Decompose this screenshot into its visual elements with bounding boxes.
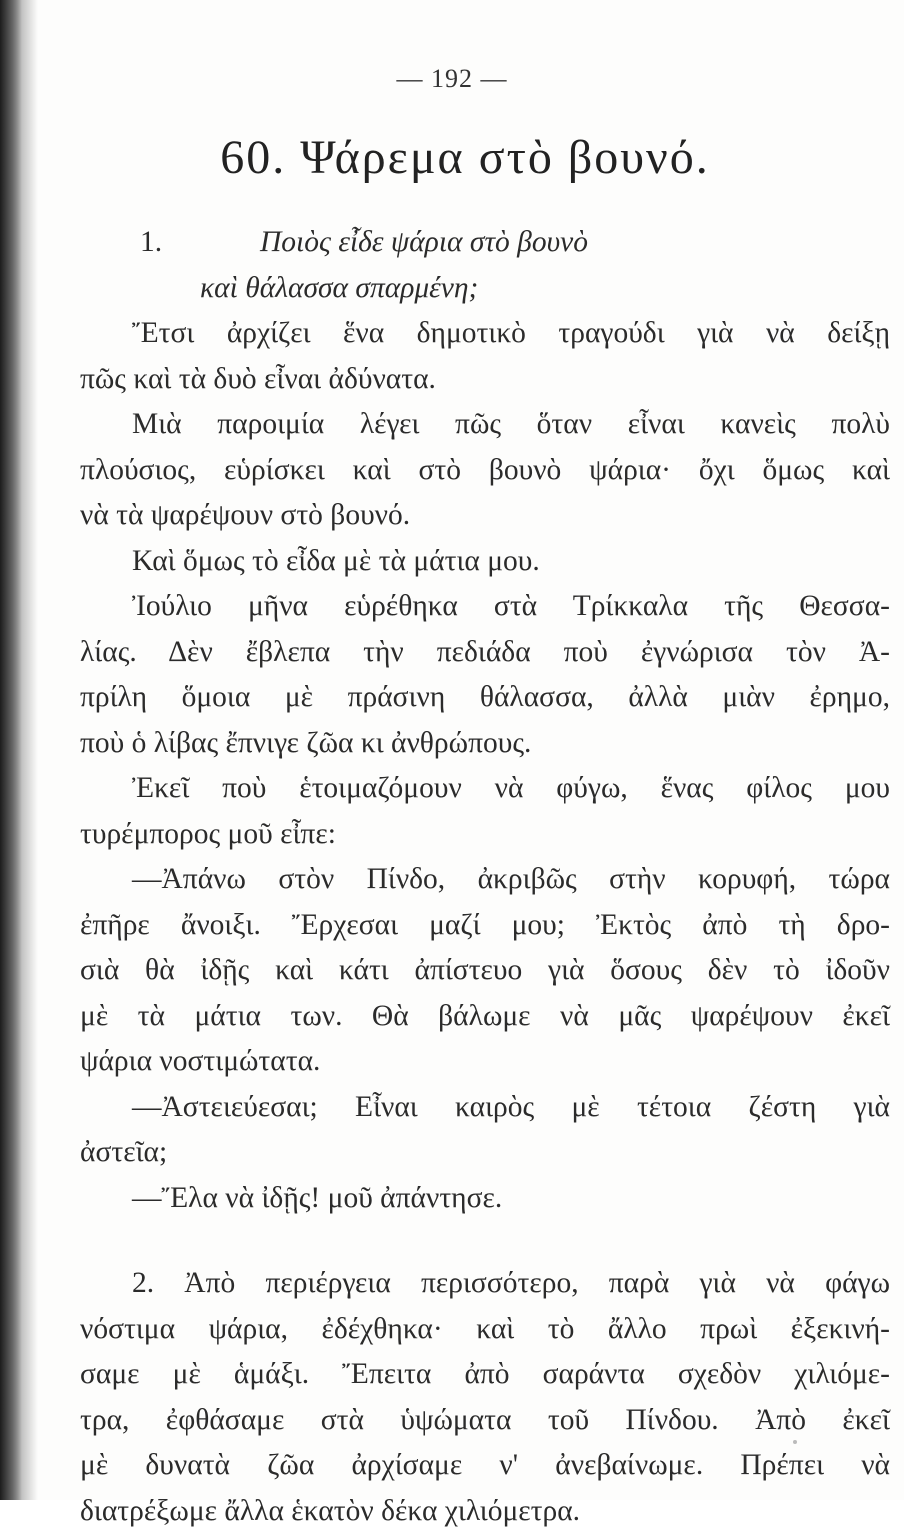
text-line: τυρέμπορος μοῦ εἶπε: <box>80 812 890 858</box>
text-line: νόστιμα ψάρια, ἐδέχθηκα· καὶ τὸ ἄλλο πρωὶ ἐξεκινή- <box>80 1307 890 1353</box>
text-line: μὲ δυνατὰ ζῶα ἀρχίσαμε ν' ἀνεβαίνωμε. Πρέπει νὰ <box>80 1443 890 1489</box>
text-line: ψάρια νοστιμώτατα. <box>80 1039 890 1085</box>
text-line: Ἔτσι ἀρχίζει ἕνα δημοτικὸ τραγούδι γιὰ νὰ δείξῃ <box>80 311 890 357</box>
chapter-title: 60. Ψάρεμα στὸ βουνό. <box>0 130 904 185</box>
text-line: ποὺ ὁ λίβας ἔπνιγε ζῶα κι ἀνθρώπους. <box>80 721 890 767</box>
text-line: πῶς καὶ τὰ δυὸ εἶναι ἀδύνατα. <box>80 357 890 403</box>
section-gap <box>80 1221 890 1261</box>
text-line: —Ἀστειεύεσαι; Εἶναι καιρὸς μὲ τέτοια ζέστη γιὰ <box>80 1085 890 1131</box>
binding-edge <box>0 0 22 1500</box>
text-line: πλούσιος, εὑρίσκει καὶ στὸ βουνὸ ψάρια· ὄχι ὅμως καὶ <box>80 448 890 494</box>
page-number: — 192 — <box>0 64 904 94</box>
text-line: Καὶ ὅμως τὸ εἶδα μὲ τὰ μάτια μου. <box>80 539 890 585</box>
paper-speck <box>793 1440 797 1444</box>
text-line: ἐπῆρε ἄνοιξι. Ἔρχεσαι μαζί μου; Ἐκτὸς ἀπὸ τὴ δρο- <box>80 903 890 949</box>
text-line: Μιὰ παροιμία λέγει πῶς ὅταν εἶναι κανεὶς πολὺ <box>80 402 890 448</box>
verse-line-1: 1. Ποιὸς εἶδε ψάρια στὸ βουνὸ <box>80 220 890 266</box>
text-line: λίας. Δὲν ἔβλεπα τὴν πεδιάδα ποὺ ἐγνώρισα τὸν Ἀ- <box>80 630 890 676</box>
text-line: σαμε μὲ ἁμάξι. Ἔπειτα ἀπὸ σαράντα σχεδὸν χιλιόμε- <box>80 1352 890 1398</box>
text-line: πρίλη ὅμοια μὲ πράσινη θάλασσα, ἀλλὰ μιὰν ἐρημο, <box>80 675 890 721</box>
text-line: διατρέξωμε ἄλλα ἑκατὸν δέκα χιλιόμετρα. <box>80 1489 890 1534</box>
text-line: τρα, ἐφθάσαμε στὰ ὑψώματα τοῦ Πίνδου. Ἀπὸ ἐκεῖ <box>80 1398 890 1444</box>
text-line: —Ἀπάνω στὸν Πίνδο, ἀκριβῶς στὴν κορυφή, τώρα <box>80 857 890 903</box>
text-line: —Ἔλα νὰ ἰδῇς! μοῦ ἀπάντησε. <box>80 1176 890 1222</box>
text-line: ἀστεῖα; <box>80 1130 890 1176</box>
text-line: νὰ τὰ ψαρέψουν στὸ βουνό. <box>80 493 890 539</box>
text-line: μὲ τὰ μάτια των. Θὰ βάλωμε νὰ μᾶς ψαρέψουν ἐκεῖ <box>80 994 890 1040</box>
text-line: σιὰ θὰ ἰδῇς καὶ κάτι ἀπίστευο γιὰ ὅσους δὲν τὸ ἰδοῦν <box>80 948 890 994</box>
text-line: Ἐκεῖ ποὺ ἑτοιμαζόμουν νὰ φύγω, ἕνας φίλος μου <box>80 766 890 812</box>
text-line: 2. Ἀπὸ περιέργεια περισσότερο, παρὰ γιὰ νὰ φάγω <box>80 1261 890 1307</box>
verse-line-2: καὶ θάλασσα σπαρμένη; <box>80 266 890 312</box>
text-line: Ἰούλιο μῆνα εὑρέθηκα στὰ Τρίκκαλα τῆς Θεσσα- <box>80 584 890 630</box>
section-number: 1. <box>80 220 260 266</box>
body-text <box>80 220 890 1534</box>
